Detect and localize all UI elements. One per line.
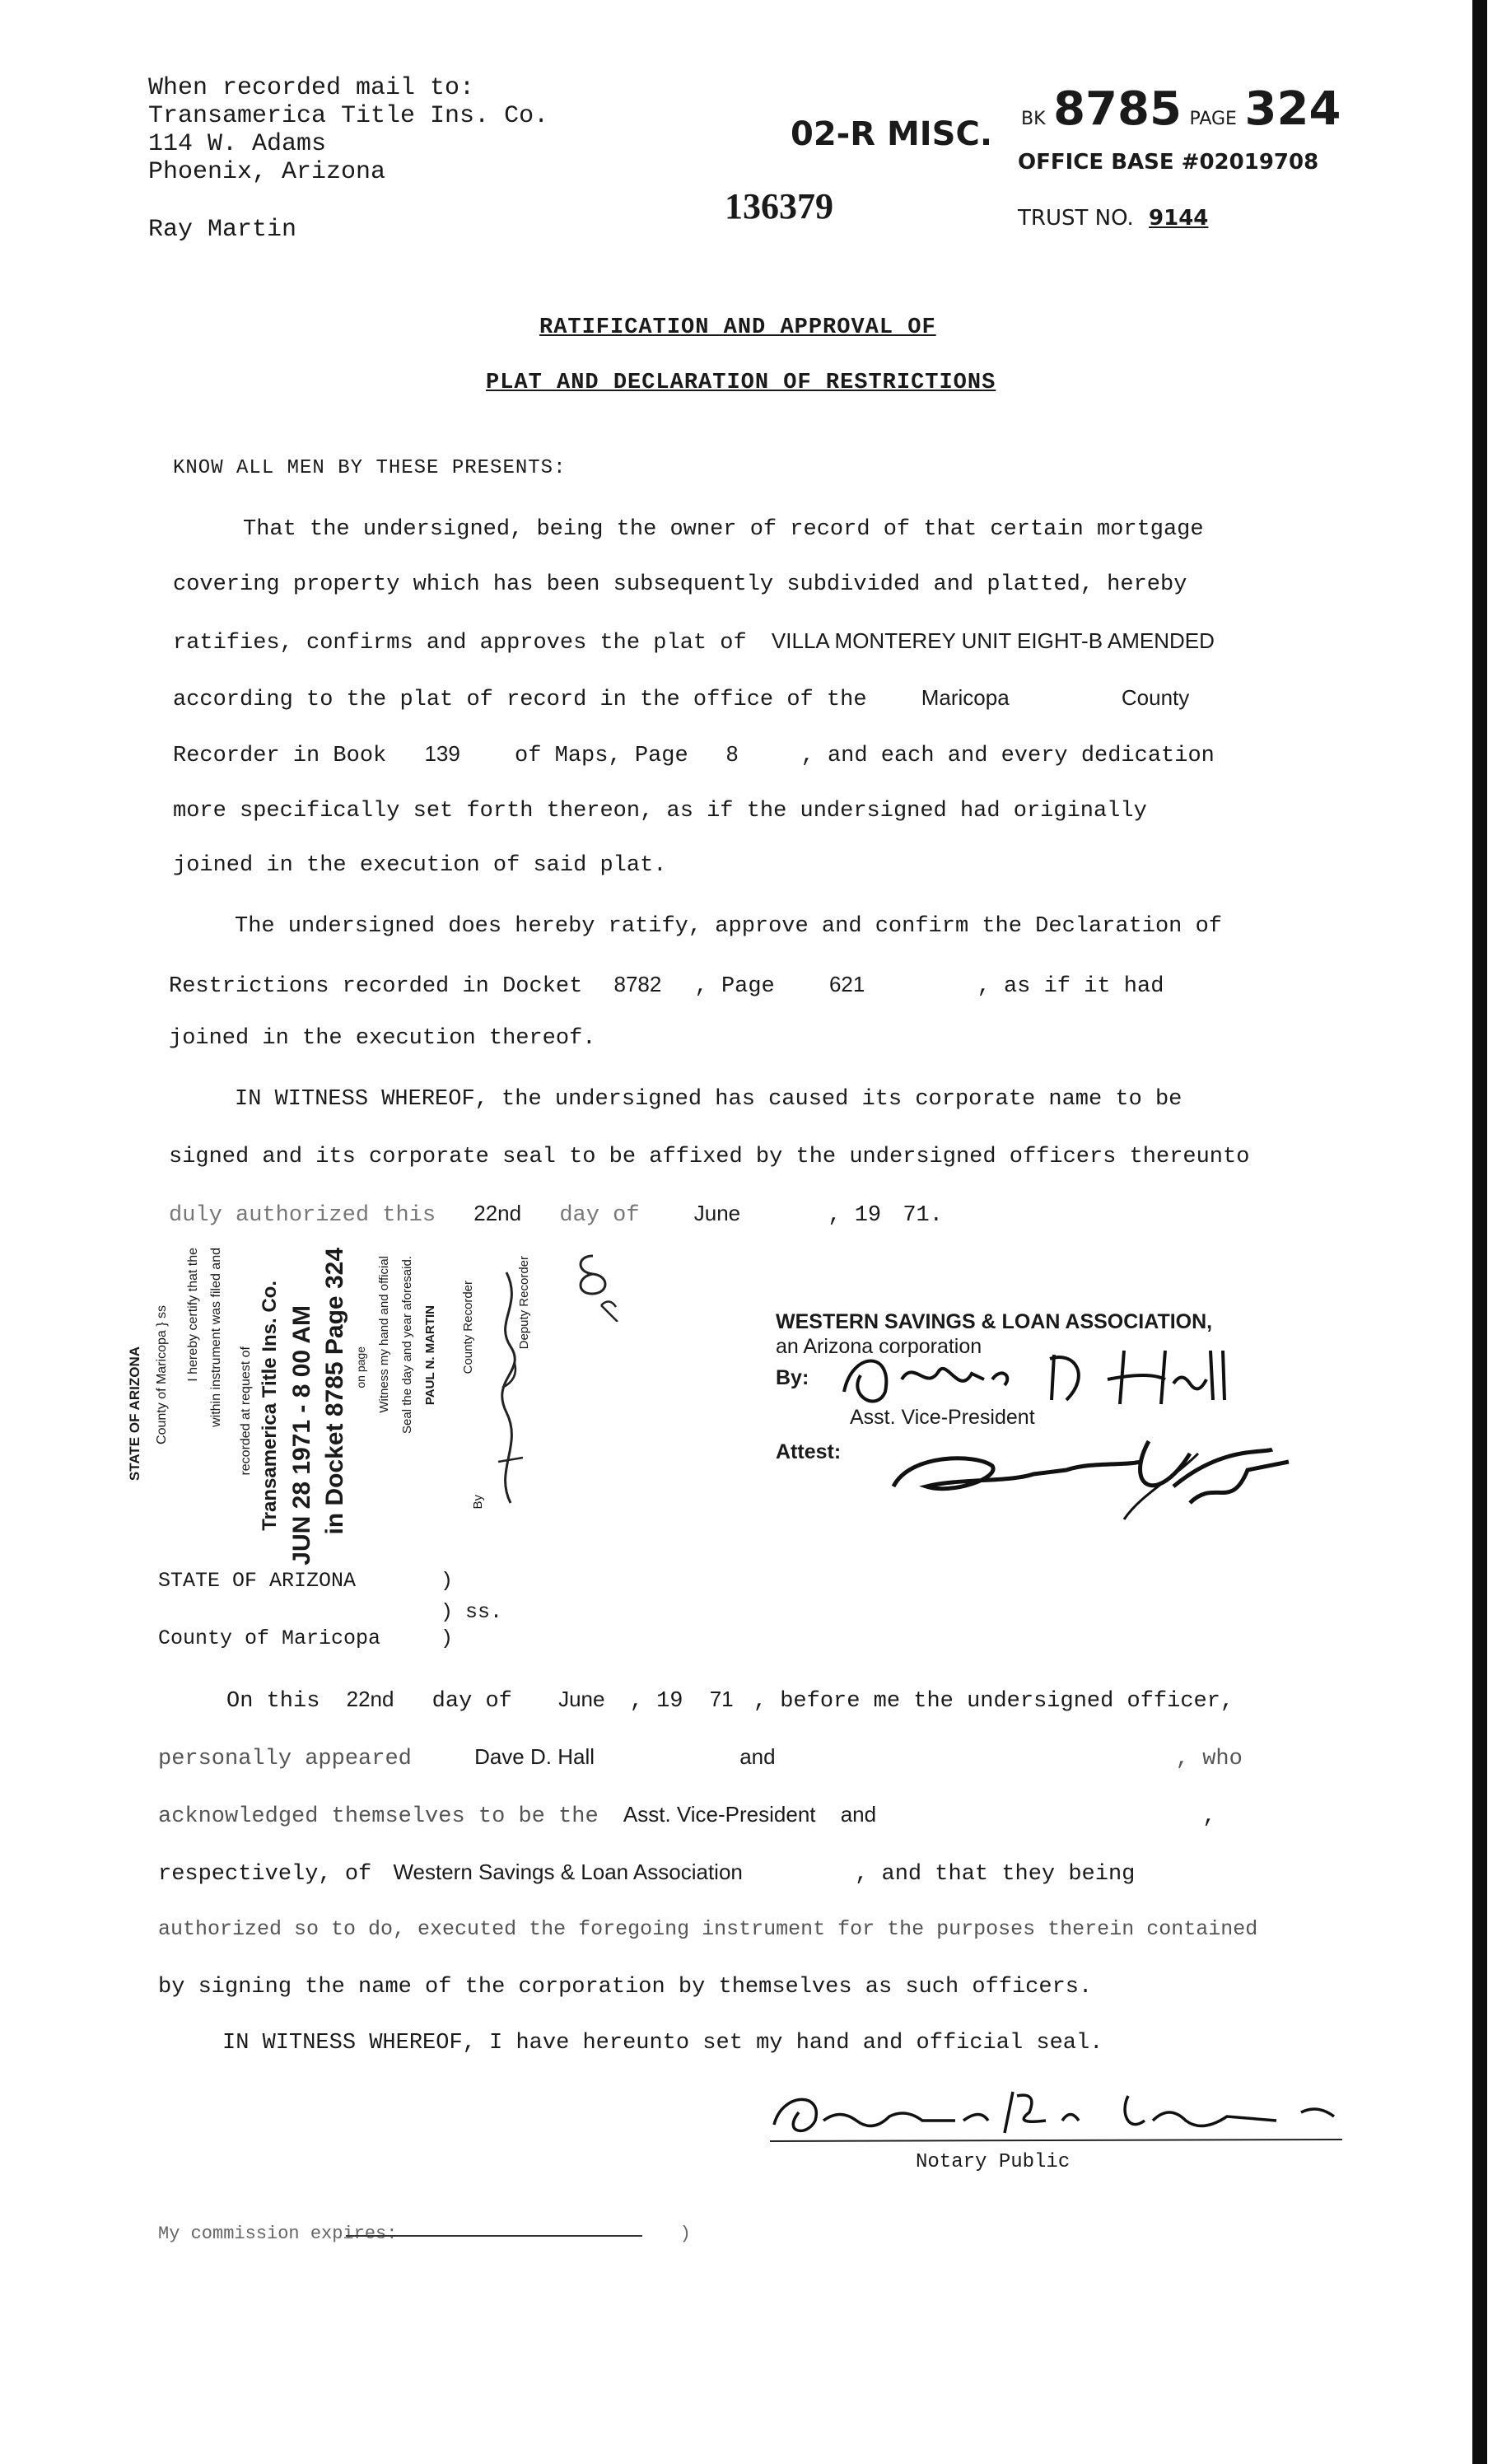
notary-line: by signing the name of the corporation by themselves as such officers.: [158, 1975, 1093, 2000]
stamp-docket: in Docket 8785 Page 324: [321, 1248, 348, 1535]
commission-end: ): [679, 2224, 691, 2244]
bk-label: BK: [1021, 109, 1046, 129]
body-line: signed and its corporate seal to be affixed by the undersigned officers thereunto: [169, 1145, 1250, 1169]
signer-title: Asst. Vice-President: [850, 1406, 1035, 1429]
body-line: more specifically set forth thereon, as if the undersigned had originally: [173, 799, 1147, 824]
ss-line: ) ss.: [441, 1600, 503, 1624]
stamp-text: STATE OF ARIZONA: [127, 1346, 142, 1482]
mail-line: Phoenix, Arizona: [148, 158, 386, 186]
stamp-text: Witness my hand and official: [377, 1256, 391, 1413]
attest-label: Attest:: [776, 1440, 842, 1463]
day-fill: 22nd: [473, 1201, 522, 1225]
trust-label: TRUST NO.: [1018, 206, 1134, 231]
body-text: , before me the undersigned officer,: [753, 1689, 1234, 1714]
page-fill: 8: [725, 741, 739, 766]
body-text: according to the plat of record in the office of the: [173, 688, 867, 712]
trust-number: 9144: [1149, 206, 1209, 231]
body-line: [169, 972, 1164, 999]
attention-name: Ray Martin: [148, 216, 297, 244]
stamp-date: JUN 28 1971 - 8 00 AM: [288, 1305, 315, 1566]
body-text: Recorder in Book: [173, 744, 387, 768]
title-fill: Asst. Vice-President: [623, 1802, 816, 1827]
body-text: , and each and every dedication: [800, 744, 1215, 768]
person-fill: Dave D. Hall: [474, 1744, 595, 1769]
notary-line: [158, 1860, 1135, 1887]
trust-number-line: [1018, 206, 1208, 231]
association-fill: Western Savings & Loan Association: [393, 1860, 743, 1884]
year-fill: 71: [709, 1687, 734, 1711]
attest-signature: [877, 1429, 1305, 1536]
county-line: County of Maricopa: [158, 1626, 381, 1650]
body-line: [169, 1201, 943, 1228]
by-label: By:: [776, 1366, 809, 1389]
body-text: On this: [226, 1689, 320, 1714]
notary-line: [226, 1687, 1234, 1714]
stamp-text: Transamerica Title Ins. Co.: [259, 1281, 281, 1531]
page-label: PAGE: [1189, 109, 1237, 129]
mail-line: When recorded mail to:: [148, 74, 475, 102]
stamp-text: on page: [354, 1346, 367, 1388]
body-text: day of: [431, 1689, 512, 1714]
body-line: IN WITNESS WHEREOF, the undersigned has caused its corporate name to be: [235, 1087, 1182, 1112]
scan-edge-border: [1472, 0, 1487, 2464]
body-line: [173, 685, 1189, 712]
body-line: [173, 741, 1215, 768]
body-text: respectively, of: [158, 1862, 372, 1887]
body-text: County: [1121, 685, 1190, 710]
document-title-line-2: PLAT AND DECLARATION OF RESTRICTIONS: [486, 371, 996, 395]
paren: ): [441, 1569, 454, 1593]
commission-line: [158, 2224, 691, 2244]
body-text: , who: [1175, 1747, 1243, 1771]
body-text: personally appeared: [158, 1747, 412, 1771]
body-text: and: [739, 1744, 776, 1769]
notary-line: [158, 1744, 1243, 1771]
body-text: duly authorized this: [169, 1203, 436, 1228]
salutation: KNOW ALL MEN BY THESE PRESENTS:: [173, 457, 567, 479]
body-text: of Maps, Page: [515, 744, 688, 768]
stamp-text: Seal the day and year aforesaid.: [400, 1256, 414, 1434]
handwritten-mark: [568, 1248, 626, 1322]
association-name: WESTERN SAVINGS & LOAN ASSOCIATION,: [776, 1310, 1213, 1333]
body-text: day of: [559, 1203, 640, 1228]
state-line: STATE OF ARIZONA: [158, 1569, 357, 1593]
stamp-text: By: [471, 1495, 485, 1510]
body-text: acknowledged themselves to be the: [158, 1804, 599, 1829]
notary-line: IN WITNESS WHEREOF, I have hereunto set my hand and official seal.: [222, 2031, 1103, 2056]
stamp-text: Deputy Recorder: [517, 1256, 531, 1350]
county-fill: Maricopa: [921, 685, 1010, 710]
misc-code: 02-R MISC.: [791, 115, 993, 153]
body-text: , as if it had: [977, 974, 1164, 999]
body-text: , and that they being: [855, 1862, 1136, 1887]
body-line: [173, 628, 1215, 656]
body-text: , 19: [828, 1203, 882, 1228]
document-number: 136379: [725, 186, 833, 226]
mail-to-block: [148, 74, 548, 186]
stamp-text: County of Maricopa } ss: [155, 1305, 169, 1444]
stamp-text: recorded at request of: [239, 1346, 253, 1476]
body-line: joined in the execution thereof.: [169, 1026, 596, 1051]
office-base: OFFICE BASE #02019708: [1018, 150, 1319, 175]
commission-label: My commission expires:: [158, 2224, 398, 2244]
stamp-text: PAUL N. MARTIN: [423, 1305, 437, 1406]
month-fill: June: [693, 1201, 741, 1225]
document-title-line-1: RATIFICATION AND APPROVAL OF: [539, 315, 936, 340]
corporation-line: an Arizona corporation: [776, 1335, 982, 1358]
mail-line: Transamerica Title Ins. Co.: [148, 102, 549, 130]
stamp-text: County Recorder: [461, 1281, 475, 1374]
body-line: covering property which has been subsequently subdivided and platted, hereby: [173, 572, 1187, 597]
notary-line: [158, 1802, 1216, 1829]
book-fill: 139: [424, 741, 460, 766]
book-number: 8785: [1053, 82, 1182, 136]
notary-line: authorized so to do, executed the foregoing instrument for the purposes therein contained: [158, 1917, 1258, 1941]
book-page-stamp: [1021, 82, 1341, 136]
body-line: joined in the execution of said plat.: [173, 853, 667, 878]
stamp-text: I hereby certify that the: [186, 1248, 200, 1382]
notary-public-label: Notary Public: [916, 2151, 1071, 2173]
body-text: ,: [1202, 1804, 1216, 1829]
body-line: That the undersigned, being the owner of record of that certain mortgage: [243, 517, 1204, 542]
month-fill: June: [558, 1687, 605, 1711]
mail-line: 114 W. Adams: [148, 130, 327, 158]
paren: ): [441, 1626, 454, 1650]
day-fill: 22nd: [346, 1687, 394, 1711]
dave-hall-signature: [836, 1334, 1248, 1416]
body-text: ratifies, confirms and approves the plat of: [173, 631, 747, 656]
body-line: The undersigned does hereby ratify, approve and confirm the Declaration of: [235, 914, 1222, 939]
body-text: Restrictions recorded in Docket: [169, 974, 583, 999]
year-fill: 71.: [903, 1203, 943, 1228]
recorder-stamp: [124, 1248, 552, 1566]
subdivision-name: VILLA MONTEREY UNIT EIGHT-B AMENDED: [771, 628, 1215, 653]
recorder-signature: [478, 1256, 543, 1511]
page-number: 324: [1244, 82, 1341, 136]
body-text: , Page: [694, 974, 775, 999]
body-text: and: [840, 1802, 877, 1827]
commission-date-line: [346, 2235, 642, 2237]
notary-signature: [766, 2075, 1425, 2149]
body-text: , 19: [629, 1689, 683, 1714]
stamp-text: within instrument was filed and: [209, 1248, 223, 1427]
docket-fill: 8782: [613, 972, 662, 996]
docket-page-fill: 621: [828, 972, 865, 996]
